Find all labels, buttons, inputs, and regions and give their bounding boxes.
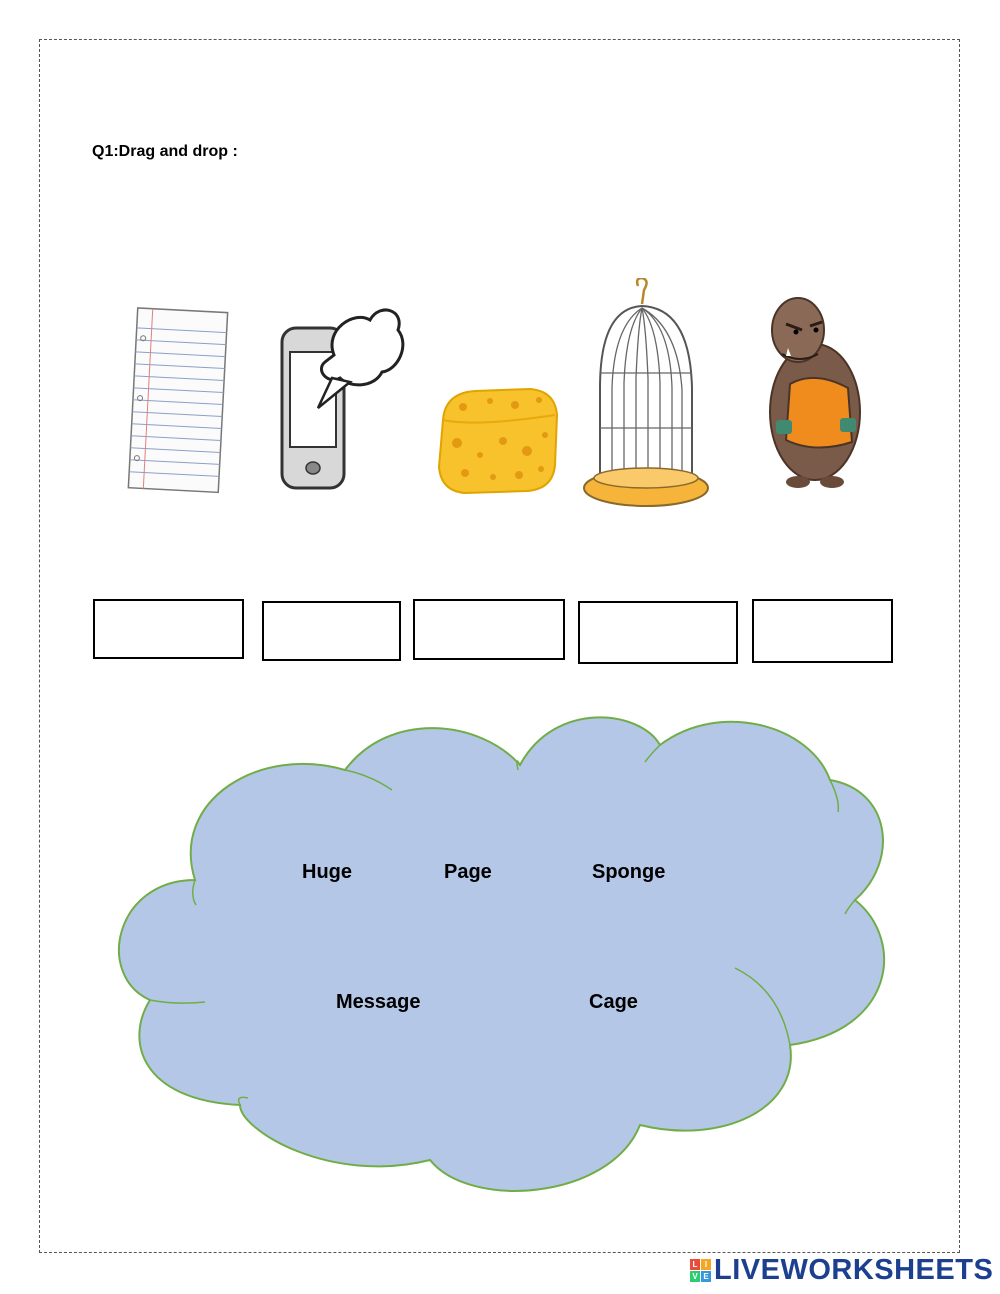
word-huge[interactable]: Huge (302, 861, 352, 883)
word-page[interactable]: Page (444, 861, 492, 883)
logo-squares-icon (690, 1259, 711, 1282)
liveworksheets-logo (690, 1254, 993, 1286)
logo-text: LIVEWORKSHEETS (714, 1253, 994, 1286)
logo-square-i: I (701, 1259, 711, 1270)
word-message[interactable]: Message (336, 991, 421, 1013)
logo-square-e: E (701, 1271, 711, 1282)
word-cage[interactable]: Cage (589, 991, 638, 1013)
question-title: Q1:Drag and drop : (92, 143, 238, 160)
logo-square-l: L (690, 1259, 700, 1270)
word-sponge[interactable]: Sponge (592, 861, 666, 883)
logo-square-v: V (690, 1271, 700, 1282)
